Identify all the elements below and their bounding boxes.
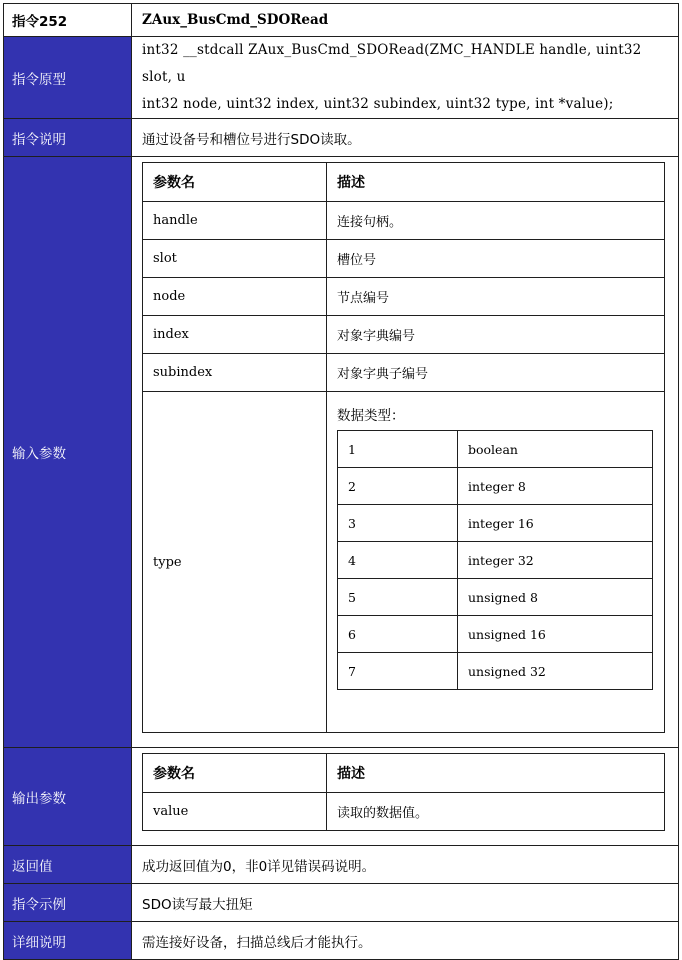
input-params-table (142, 162, 665, 733)
type-name: boolean (458, 431, 653, 468)
param-name: value (143, 793, 327, 831)
return-label: 返回值 (4, 846, 132, 884)
type-row (338, 468, 653, 505)
command-name: ZAux_BusCmd_SDORead (132, 4, 679, 37)
table-row (143, 316, 665, 354)
param-desc: 槽位号 (327, 240, 665, 278)
prototype-label: 指令原型 (4, 37, 132, 119)
type-code: 7 (338, 653, 458, 690)
param-name: slot (143, 240, 327, 278)
input-params-cell (132, 157, 679, 748)
return-row (4, 846, 679, 884)
param-desc: 读取的数据值。 (327, 793, 665, 831)
prototype-value (132, 37, 679, 119)
detail-value: 需连接好设备，扫描总线后才能执行。 (132, 922, 679, 960)
type-name: unsigned 16 (458, 616, 653, 653)
param-name: handle (143, 202, 327, 240)
command-doc-table (3, 3, 679, 960)
col-param-name: 参数名 (143, 754, 327, 793)
description-label: 指令说明 (4, 119, 132, 157)
param-name: node (143, 278, 327, 316)
type-name: integer 32 (458, 542, 653, 579)
param-desc: 对象字典子编号 (327, 354, 665, 392)
example-row (4, 884, 679, 922)
type-code: 3 (338, 505, 458, 542)
type-desc-heading: 数据类型： (337, 408, 405, 424)
detail-label: 详细说明 (4, 922, 132, 960)
col-description: 描述 (327, 754, 665, 793)
command-table (3, 3, 679, 960)
type-row (338, 505, 653, 542)
command-number: 指令252 (4, 4, 132, 37)
param-desc: 节点编号 (327, 278, 665, 316)
param-name-type: type (143, 392, 327, 733)
header-row (4, 4, 679, 37)
type-code: 4 (338, 542, 458, 579)
table-row (143, 354, 665, 392)
type-name: unsigned 8 (458, 579, 653, 616)
table-row (143, 793, 665, 831)
input-params-label: 输入参数 (4, 157, 132, 748)
output-params-cell (132, 748, 679, 846)
param-desc-type (327, 392, 665, 733)
param-desc: 连接句柄。 (327, 202, 665, 240)
param-name: subindex (143, 354, 327, 392)
output-params-table (142, 753, 665, 831)
type-row (338, 616, 653, 653)
type-name: integer 16 (458, 505, 653, 542)
example-label: 指令示例 (4, 884, 132, 922)
prototype-row (4, 37, 679, 119)
prototype-line-1: int32 __stdcall ZAux_BusCmd_SDORead(ZMC_HANDLE handle, uint32 slot, u (142, 42, 642, 85)
example-value: SDO读写最大扭矩 (132, 884, 679, 922)
type-name: unsigned 32 (458, 653, 653, 690)
param-desc: 对象字典编号 (327, 316, 665, 354)
description-value: 通过设备号和槽位号进行SDO读取。 (132, 119, 679, 157)
prototype-line-2: int32 node, uint32 index, uint32 subindex, uint32 type, int *value); (142, 96, 614, 112)
type-row (338, 653, 653, 690)
description-row (4, 119, 679, 157)
data-types-table (337, 430, 653, 690)
return-value: 成功返回值为0，非0详见错误码说明。 (132, 846, 679, 884)
type-code: 6 (338, 616, 458, 653)
col-param-name: 参数名 (143, 163, 327, 202)
detail-row (4, 922, 679, 960)
table-row (143, 202, 665, 240)
param-name: index (143, 316, 327, 354)
type-row (338, 579, 653, 616)
type-code: 5 (338, 579, 458, 616)
type-row (338, 431, 653, 468)
output-params-label: 输出参数 (4, 748, 132, 846)
type-name: integer 8 (458, 468, 653, 505)
input-params-row (4, 157, 679, 748)
type-param-row (143, 392, 665, 733)
type-code: 2 (338, 468, 458, 505)
table-row (143, 278, 665, 316)
type-code: 1 (338, 431, 458, 468)
col-description: 描述 (327, 163, 665, 202)
output-params-row (4, 748, 679, 846)
output-params-header (143, 754, 665, 793)
table-row (143, 240, 665, 278)
input-params-header (143, 163, 665, 202)
type-row (338, 542, 653, 579)
